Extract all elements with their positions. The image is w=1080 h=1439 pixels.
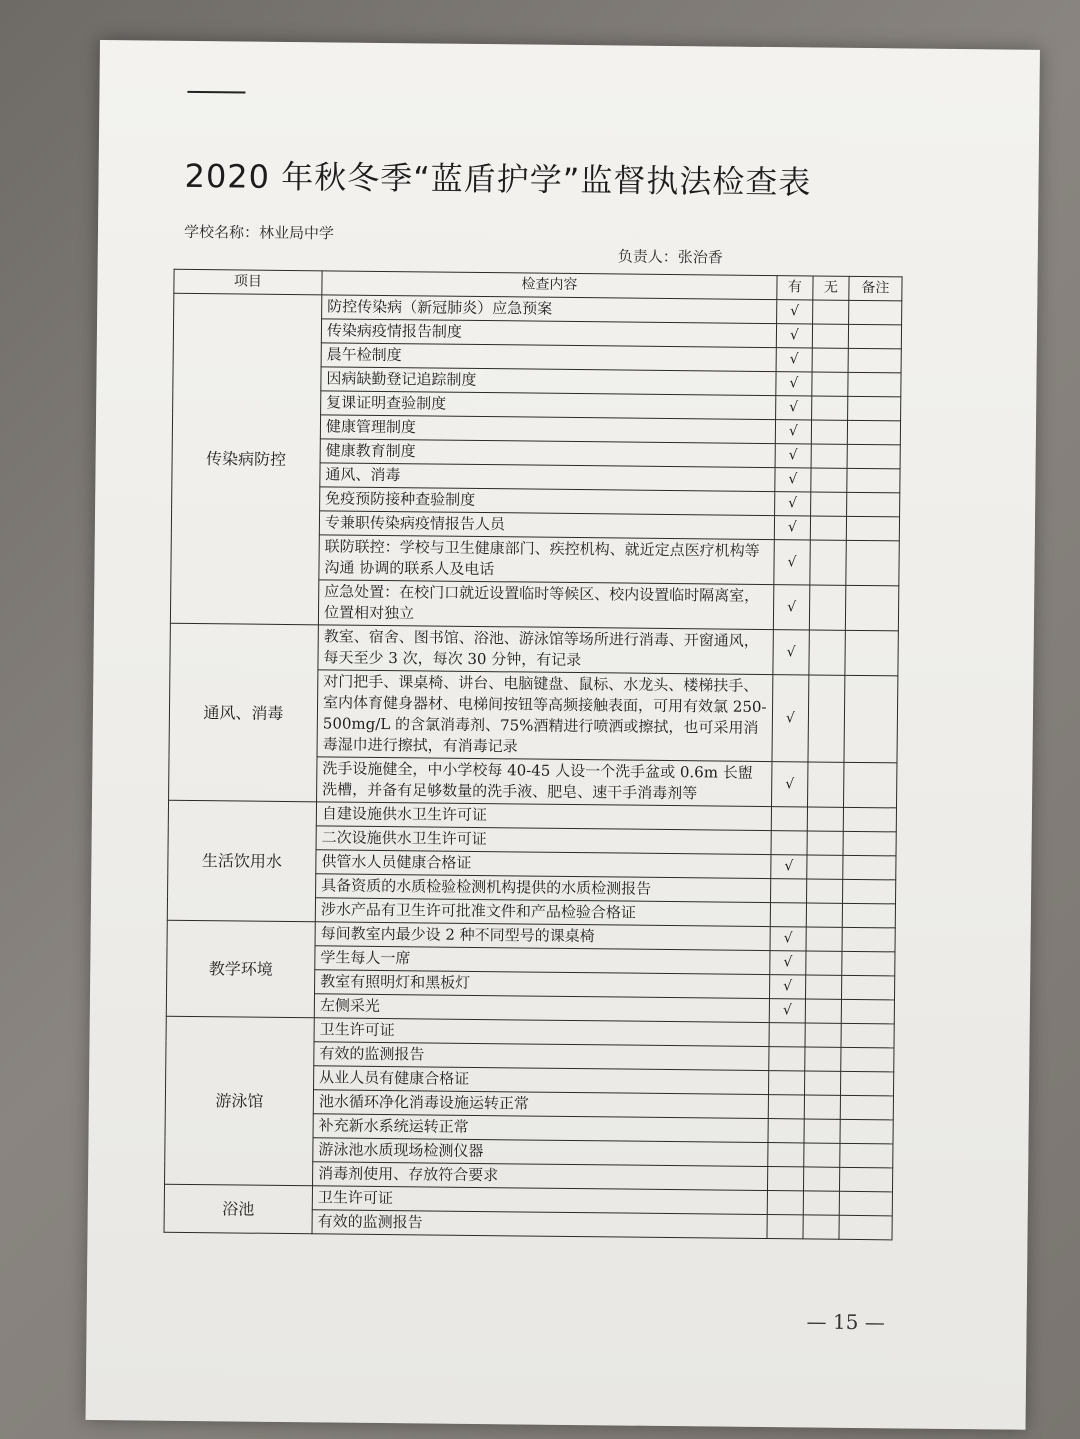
none-mark [803,1167,839,1191]
none-mark [804,1143,840,1167]
note-cell [846,516,899,541]
none-mark [812,348,848,372]
note-cell [847,444,900,469]
have-mark: √ [776,372,812,396]
category-cell: 浴池 [164,1184,312,1234]
check-item: 池水循环净化消毒设施运转正常 [313,1090,768,1119]
none-mark [811,468,847,492]
check-item: 教室有照明灯和黑板灯 [315,970,770,999]
note-cell [840,1095,893,1120]
have-mark: √ [769,999,805,1023]
note-cell [848,396,901,421]
none-mark [811,420,847,444]
check-item: 有效的监测报告 [312,1210,767,1239]
check-item: 健康教育制度 [320,439,775,468]
note-cell [845,630,898,676]
note-cell [844,762,897,808]
none-mark [812,396,848,420]
note-cell [848,324,901,349]
category-cell: 游泳馆 [165,1016,315,1186]
none-mark [806,927,842,951]
category-cell: 传染病防控 [170,293,321,625]
none-mark [805,1047,841,1071]
have-mark: √ [777,300,813,324]
check-item: 复课证明查验制度 [321,391,776,420]
header-none: 无 [813,276,849,300]
note-cell [841,999,894,1024]
have-mark [767,1215,803,1239]
none-mark [804,1095,840,1119]
have-mark: √ [776,348,812,372]
check-item: 对门把手、课桌椅、讲台、电脑键盘、鼠标、水龙头、楼梯扶手、室内体育健身器材、电梯间按钮等高频接触表面，可用有效氯 250-500mg/L 的含氯消毒剂、75%酒精进行喷洒或擦拭，也可采用消毒湿巾进行擦拭，有消毒记录 [317,670,773,762]
check-item: 联防联控：学校与卫生健康部门、疾控机构、就近定点医疗机构等沟通 协调的联系人及电话 [319,535,774,585]
have-mark [768,1119,804,1143]
table-row [170,623,898,676]
check-item: 专兼职传染病疫情报告人员 [319,511,774,540]
check-item: 通风、消毒 [320,463,775,492]
none-mark [808,762,844,807]
note-cell [847,468,900,493]
note-cell [846,540,899,586]
none-mark [809,585,845,630]
note-cell [841,1047,894,1072]
check-item: 二次设施供水卫生许可证 [316,826,771,855]
none-mark [812,372,848,396]
note-cell [842,951,895,976]
none-mark [811,492,847,516]
check-item: 游泳池水质现场检测仪器 [313,1138,768,1167]
have-mark: √ [773,585,809,630]
check-item: 具备资质的水质检验检测机构提供的水质检测报告 [316,874,771,903]
none-mark [806,951,842,975]
header-project: 项目 [174,269,322,295]
check-item: 免疫预防接种查验制度 [320,487,775,516]
check-item: 消毒剂使用、存放符合要求 [313,1162,768,1191]
none-mark [807,879,843,903]
none-mark [807,831,843,855]
none-mark [804,1071,840,1095]
note-cell [839,1167,892,1192]
have-mark: √ [775,492,811,516]
have-mark [769,1023,805,1047]
have-mark: √ [771,855,807,879]
have-mark: √ [776,396,812,420]
have-mark [767,1191,803,1215]
page-title: 2020 年秋冬季“蓝盾护学”监督执法检查表 [184,156,812,202]
check-item: 从业人员有健康合格证 [314,1066,769,1095]
have-mark: √ [775,444,811,468]
check-item: 左侧采光 [314,994,769,1023]
have-mark [771,807,807,831]
note-cell [843,807,896,832]
none-mark [810,540,846,585]
note-cell [843,831,896,856]
note-cell [849,300,902,325]
have-mark [771,831,807,855]
check-item: 传染病疫情报告制度 [321,319,776,348]
header-note: 备注 [849,276,902,301]
check-item: 涉水产品有卫生许可批准文件和产品检验合格证 [315,898,770,927]
category-cell: 生活饮用水 [167,800,316,922]
none-mark [803,1191,839,1215]
have-mark [768,1143,804,1167]
check-item: 因病缺勤登记追踪制度 [321,367,776,396]
have-mark [770,903,806,927]
have-mark: √ [772,675,809,762]
category-cell: 教学环境 [166,920,315,1018]
check-item: 防控传染病（新冠肺炎）应急预案 [322,295,777,324]
have-mark [768,1071,804,1095]
have-mark: √ [770,927,806,951]
note-cell [840,1119,893,1144]
category-cell: 通风、消毒 [169,623,319,802]
note-cell [839,1215,892,1240]
none-mark [813,300,849,324]
note-cell [848,372,901,397]
none-mark [809,630,845,675]
check-item: 晨午检制度 [321,343,776,372]
have-mark [769,1047,805,1071]
none-mark [805,999,841,1023]
note-cell [845,585,898,631]
have-mark: √ [775,468,811,492]
none-mark [805,975,841,999]
school-name: 学校名称：林业局中学 [183,222,335,243]
note-cell [842,903,895,928]
note-cell [839,1191,892,1216]
header-have: 有 [777,276,813,300]
table-body [164,293,902,1240]
none-mark [803,1215,839,1239]
note-cell [841,975,894,1000]
top-rule [187,91,245,94]
check-item: 教室、宿舍、图书馆、浴池、游泳馆等场所进行消毒、开窗通风，每天至少 3 次，每次 30 分钟，有记录 [318,625,773,675]
have-mark [768,1095,804,1119]
have-mark: √ [770,951,806,975]
note-cell [847,420,900,445]
check-item: 补充新水系统运转正常 [313,1114,768,1143]
have-mark: √ [775,420,811,444]
have-mark: √ [773,630,809,675]
note-cell [842,927,895,952]
have-mark: √ [774,516,810,540]
none-mark [808,675,845,762]
check-item: 有效的监测报告 [314,1042,769,1071]
none-mark [807,807,843,831]
none-mark [810,516,846,540]
note-cell [848,348,901,373]
none-mark [806,903,842,927]
note-cell [843,879,896,904]
check-item: 自建设施供水卫生许可证 [316,802,771,831]
check-item: 供管水人员健康合格证 [316,850,771,879]
page-number: — 15 — [806,1309,885,1335]
check-item: 每间教室内最少设 2 种不同型号的课桌椅 [315,922,770,951]
responsible-person: 负责人：张治香 [617,247,723,267]
note-cell [840,1071,893,1096]
have-mark [771,879,807,903]
note-cell [841,1023,894,1048]
note-cell [840,1143,893,1168]
none-mark [811,444,847,468]
have-mark: √ [776,324,812,348]
have-mark: √ [769,975,805,999]
have-mark: √ [772,762,808,807]
check-item: 学生每人一席 [315,946,770,975]
document-page [86,40,1040,1430]
have-mark [767,1167,803,1191]
header-content: 检查内容 [322,271,777,300]
none-mark [805,1023,841,1047]
note-cell [847,492,900,517]
none-mark [804,1119,840,1143]
check-item: 应急处置：在校门口就近设置临时等候区、校内设置临时隔离室，位置相对独立 [318,580,773,630]
check-item: 洗手设施健全，中小学校每 40-45 人设一个洗手盆或 0.6m 长盥洗槽，并备有足够数量的洗手液、肥皂、速干手消毒剂等 [317,757,772,807]
note-cell [843,855,896,880]
have-mark: √ [774,540,810,585]
check-item: 卫生许可证 [314,1018,769,1047]
inspection-table [164,269,903,1241]
check-item: 健康管理制度 [320,415,775,444]
check-item: 卫生许可证 [312,1186,767,1215]
note-cell [844,675,898,763]
none-mark [807,855,843,879]
none-mark [812,324,848,348]
